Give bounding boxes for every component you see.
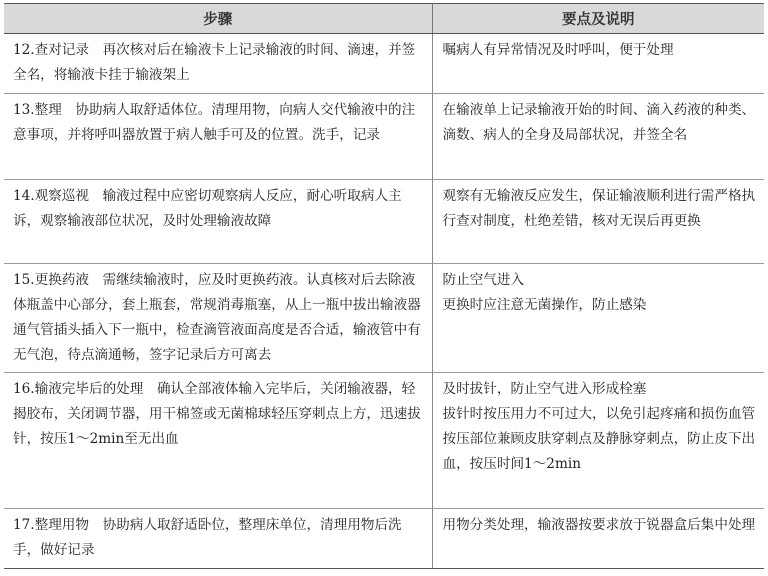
note-line: 防止空气进入 [442, 272, 525, 288]
step-cell: 13.整理 协助病人取舒适体位。清理用物，向病人交代输液中的注意事项，并将呼叫器放置于病人触手可及的位置。洗手，记录 [4, 94, 432, 180]
note-line: 更换时应注意无菌操作，防止感染 [442, 297, 647, 313]
note-line: 用物分类处理，输液器按要求放于锐器盒后集中处理 [442, 517, 756, 533]
step-cell: 17.整理用物 协助病人取舒适卧位，整理床单位，清理用物后洗手，做好记录 [4, 509, 432, 569]
step-cell: 12.查对记录 再次核对后在输液卡上记录输液的时间、滴速，并签全名，将输液卡挂于输液架上 [4, 34, 432, 94]
table-header-row [4, 4, 764, 34]
table-row [4, 180, 764, 264]
table-row [4, 509, 764, 569]
notes-cell [432, 94, 764, 180]
note-line: 观察有无输液反应发生，保证输液顺利进行需严格执行查对制度，杜绝差错，核对无误后再更换 [442, 188, 756, 229]
header-notes: 要点及说明 [432, 4, 764, 34]
note-line: 及时拔针，防止空气进入形成栓塞 [442, 381, 647, 397]
procedure-table [4, 3, 764, 571]
table-row [4, 373, 764, 509]
notes-cell [432, 264, 764, 373]
notes-cell [432, 180, 764, 264]
note-line: 拔针时按压用力不可过大，以免引起疼痛和损伤血管 [442, 406, 756, 422]
notes-cell [432, 373, 764, 509]
notes-cell [432, 34, 764, 94]
note-line: 在输液单上记录输液开始的时间、滴入药液的种类、滴数、病人的全身及局部状况，并签全名 [442, 102, 756, 143]
step-cell: 14.观察巡视 输液过程中应密切观察病人反应，耐心听取病人主诉，观察输液部位状况，及时处理输液故障 [4, 180, 432, 264]
table-row [4, 34, 764, 94]
steps-table [4, 3, 764, 569]
table-row [4, 264, 764, 373]
table-row [4, 94, 764, 180]
step-cell: 16.输液完毕后的处理 确认全部液体输入完毕后，关闭输液器，轻揭胶布，关闭调节器，用干棉签或无菌棉球轻压穿刺点上方，迅速拔针，按压1～2min至无出血 [4, 373, 432, 509]
header-steps: 步骤 [4, 4, 432, 34]
notes-cell [432, 509, 764, 569]
step-cell: 15.更换药液 需继续输液时，应及时更换药液。认真核对后去除液体瓶盖中心部分，套上瓶套，常规消毒瓶塞，从上一瓶中拔出输液器通气管插头插入下一瓶中，检查滴管液面高度是否合适，输液管中有无气泡，待点滴通畅，签字记录后方可离去 [4, 264, 432, 373]
note-line: 按压部位兼顾皮肤穿刺点及静脉穿刺点，防止皮下出血，按压时间1～2min [442, 431, 756, 472]
note-line: 嘱病人有异常情况及时呼叫，便于处理 [442, 42, 674, 58]
